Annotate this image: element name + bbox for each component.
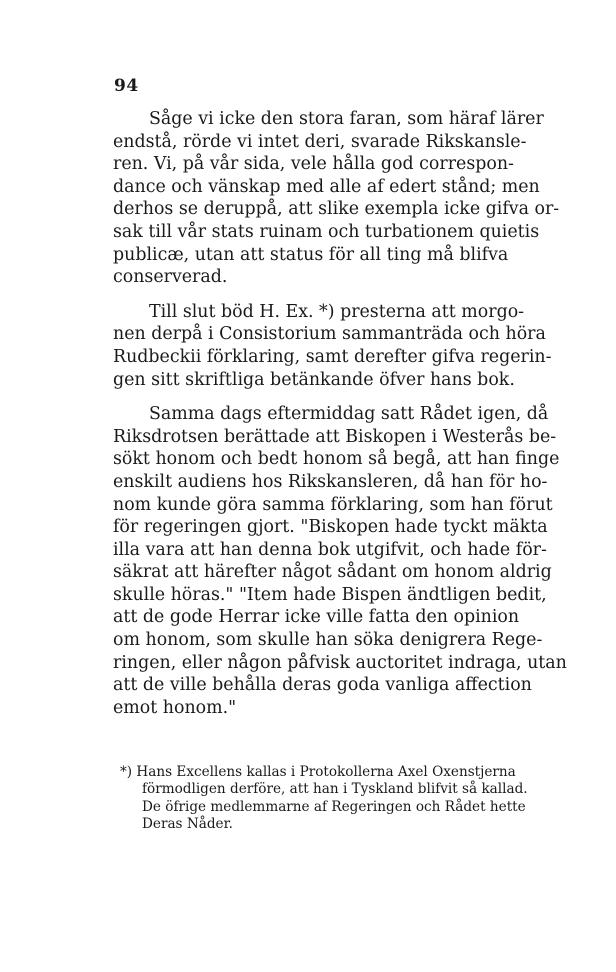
text-line: derhos se deruppå, att slike exempla icke gifva or- bbox=[113, 199, 560, 220]
text-line: skulle höras." "Item hade Bispen ändtligen bedit, bbox=[113, 584, 547, 605]
text-line: gen sitt skriftliga betänkande öfver hans bok. bbox=[113, 369, 515, 390]
text-line: att de gode Herrar icke ville fatta den opinion bbox=[113, 607, 520, 628]
text-line: sökt honom och bedt honom så begå, att han finge bbox=[113, 449, 560, 470]
footnote-line: De öfrige medlemmarne af Regeringen och Rådet hette bbox=[142, 798, 526, 815]
text-line: ringen, eller någon påfvisk auctoritet indraga, utan bbox=[113, 652, 567, 673]
footnote-line: *) Hans Excellens kallas i Protokollerna Axel Oxenstjerna bbox=[120, 764, 516, 780]
text-line: Riksdrotsen berättade att Biskopen i Westerås be- bbox=[113, 426, 557, 447]
text-line: nom kunde göra samma förklaring, som han förut bbox=[113, 494, 553, 515]
text-line: Såge vi icke den stora faran, som häraf lärer bbox=[149, 109, 544, 129]
paragraph-3 bbox=[113, 403, 567, 719]
footnote-line: förmodligen derföre, att han i Tyskland blifvit så kallad. bbox=[142, 781, 528, 798]
footnote-line: Deras Nåder. bbox=[142, 816, 233, 833]
text-line: Rudbeckii förklaring, samt derefter gifva regerin- bbox=[113, 346, 552, 367]
text-line: publicæ, utan att status för all ting må blifva bbox=[113, 244, 509, 265]
page-number: 94 bbox=[114, 76, 139, 96]
text-line: sak till vår stats ruinam och turbationem quietis bbox=[113, 221, 540, 242]
body-text bbox=[113, 108, 567, 719]
text-line: enskilt audiens hos Rikskansleren, då han för ho- bbox=[113, 471, 548, 492]
footnote bbox=[120, 764, 528, 834]
text-line: endstå, rörde vi intet deri, svarade Rikskansle- bbox=[113, 131, 527, 152]
paragraph-1 bbox=[113, 108, 560, 289]
text-line: för regeringen gjort. "Biskopen hade tyckt mäkta bbox=[113, 517, 548, 538]
text-line: Till slut böd H. Ex. *) presterna att morgo- bbox=[149, 301, 525, 322]
text-line: nen derpå i Consistorium sammanträda och höra bbox=[113, 324, 546, 345]
text-line: ren. Vi, på vår sida, vele hålla god correspon- bbox=[113, 154, 514, 175]
text-line: Samma dags eftermiddag satt Rådet igen, då bbox=[149, 404, 549, 425]
text-line: säkrat att härefter något sådant om honom aldrig bbox=[113, 562, 552, 583]
text-line: emot honom." bbox=[113, 697, 237, 718]
paragraph-2 bbox=[113, 301, 552, 391]
text-line: dance och vänskap med alle af edert stånd; men bbox=[113, 176, 540, 197]
text-line: conserverad. bbox=[113, 267, 228, 288]
text-line: att de ville behålla deras goda vanliga affection bbox=[113, 675, 532, 696]
text-line: om honom, som skulle han söka denigrera Rege- bbox=[113, 630, 543, 651]
text-line: illa vara att han denna bok utgifvit, och hade för- bbox=[113, 539, 547, 560]
